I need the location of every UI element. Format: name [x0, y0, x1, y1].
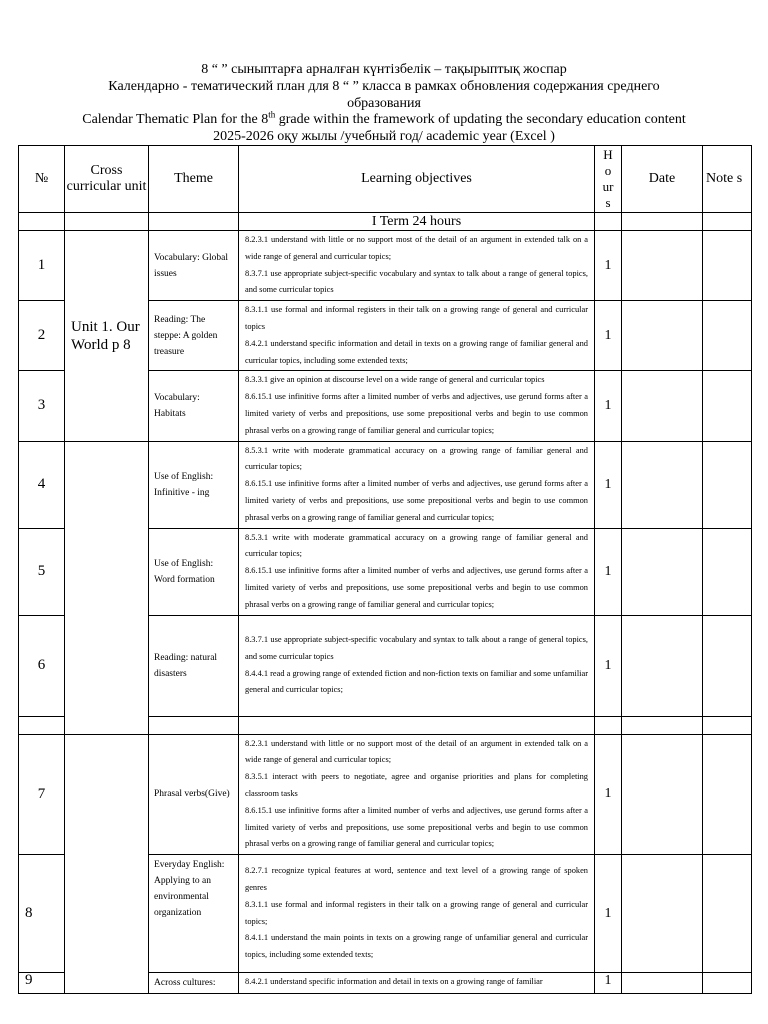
row-number: 6 — [19, 615, 65, 716]
row-theme: Across cultures: — [149, 973, 239, 994]
thematic-plan-table — [18, 145, 752, 994]
plan-title-russian-cont: образования — [347, 96, 421, 111]
plan-title-english-sup: th — [268, 109, 276, 120]
term-label: I Term 24 hours — [239, 213, 595, 231]
row-notes — [703, 371, 752, 441]
cross-curricular-unit: Unit 1. Our World p 8 — [65, 231, 149, 442]
academic-year: 2025-2026 оқу жылы /учебный год/ academic year (Excel ) — [213, 129, 555, 144]
row-number: 2 — [19, 301, 65, 371]
table-row — [19, 231, 752, 301]
row-theme: Reading: natural disasters — [149, 615, 239, 716]
row-theme: Reading: The steppe: A golden treasure — [149, 301, 239, 371]
row-objectives — [239, 855, 595, 973]
objective: 8.6.15.1 use infinitive forms after a limited number of verbs and adjectives, use gerund forms after a limited variety of verbs and prepositions, use some prepositional verbs and begin to use common phrasal verbs on a growing range of familiar general and curricular topics; — [245, 392, 588, 435]
row-date — [622, 371, 703, 441]
row-objectives — [239, 734, 595, 855]
row-notes — [703, 615, 752, 716]
col-cross-curricular-unit: Cross curricular unit — [65, 146, 149, 213]
objective: 8.4.1.1 understand the main points in texts on a growing range of unfamiliar general and curricular topics, including some extended texts; — [245, 933, 588, 960]
row-hours: 1 — [595, 734, 622, 855]
row-date — [622, 231, 703, 301]
row-theme: Use of English: Word formation — [149, 528, 239, 615]
col-date: Date — [622, 146, 703, 213]
objective: 8.2.7.1 recognize typical features at word, sentence and text level of a growing range of spoken genres — [245, 866, 588, 893]
row-hours: 1 — [595, 301, 622, 371]
row-theme: Vocabulary: Global issues — [149, 231, 239, 301]
objective: 8.5.3.1 write with moderate grammatical accuracy on a growing range of familiar general and curricular topics; — [245, 532, 588, 559]
row-date — [622, 855, 703, 973]
plan-title-english-a: Calendar Thematic Plan for the 8 — [82, 112, 269, 127]
row-theme: Phrasal verbs(Give) — [149, 734, 239, 855]
cross-curricular-unit-empty — [65, 734, 149, 994]
row-theme: Everyday English: Applying to an environmental organization — [149, 855, 239, 973]
row-objectives — [239, 371, 595, 441]
row-hours: 1 — [595, 855, 622, 973]
row-number: 5 — [19, 528, 65, 615]
cross-curricular-unit-empty — [65, 441, 149, 734]
row-date — [622, 973, 703, 994]
row-number: 9 — [19, 973, 65, 994]
row-objectives — [239, 973, 595, 994]
objective: 8.6.15.1 use infinitive forms after a limited number of verbs and adjectives, use gerund forms after a limited variety of verbs and prepositions, use some prepositional verbs and begin to use common phrasal verbs on a growing range of familiar general and curricular topics; — [245, 566, 588, 609]
plan-title-english-b: grade within the framework of updating the secondary education content — [275, 112, 686, 127]
row-notes — [703, 528, 752, 615]
row-hours: 1 — [595, 528, 622, 615]
row-hours: 1 — [595, 615, 622, 716]
row-date — [622, 615, 703, 716]
objective: 8.3.7.1 use appropriate subject-specific vocabulary and syntax to talk about a range of general topics, and some curricular topics — [245, 634, 588, 661]
objective: 8.2.3.1 understand with little or no support most of the detail of an argument in extended talk on a wide range of general and curricular topics; — [245, 738, 588, 765]
row-notes — [703, 973, 752, 994]
plan-title-english — [0, 111, 768, 128]
objective: 8.3.1.1 use formal and informal registers in their talk on a growing range of general and curricular topics; — [245, 899, 588, 926]
row-date — [622, 301, 703, 371]
row-number: 1 — [19, 231, 65, 301]
header-row — [19, 146, 752, 213]
objective: 8.3.3.1 give an opinion at discourse level on a wide range of general and curricular topics — [245, 375, 545, 385]
row-date — [622, 441, 703, 528]
plan-title-kazakh: 8 “ ” сыныптарға арналған күнтізбелік – тақырыптық жоспар — [201, 62, 567, 77]
row-notes — [703, 441, 752, 528]
objective: 8.4.2.1 understand specific information and detail in texts on a growing range of familiar general and curricular topics, including some extended texts; — [245, 338, 588, 365]
row-number: 7 — [19, 734, 65, 855]
row-objectives — [239, 615, 595, 716]
objective: 8.4.4.1 read a growing range of extended fiction and non-fiction texts on familiar and some unfamiliar general and curricular topics; — [245, 668, 588, 695]
row-notes — [703, 301, 752, 371]
row-number: 4 — [19, 441, 65, 528]
row-notes — [703, 231, 752, 301]
table-row — [19, 441, 752, 528]
row-hours: 1 — [595, 231, 622, 301]
objective: 8.2.3.1 understand with little or no support most of the detail of an argument in extended talk on a wide range of general and curricular topics; — [245, 235, 588, 261]
row-number: 8 — [19, 855, 65, 973]
objective: 8.3.1.1 use formal and informal registers in their talk on a growing range of general and curricular topics — [245, 305, 588, 331]
col-learning-objectives: Learning objectives — [239, 146, 595, 213]
col-number: № — [19, 146, 65, 213]
row-objectives — [239, 528, 595, 615]
col-hours: H o ur s — [595, 146, 622, 213]
row-objectives — [239, 301, 595, 371]
term-row — [19, 213, 752, 231]
row-notes — [703, 734, 752, 855]
row-notes — [703, 855, 752, 973]
objective: 8.6.15.1 use infinitive forms after a limited number of verbs and adjectives, use gerund forms after a limited variety of verbs and prepositions, use some prepositional verbs and begin to use common phrasal verbs on a growing range of familiar general and curricular topics; — [245, 479, 588, 522]
objective: 8.6.15.1 use infinitive forms after a limited number of verbs and adjectives, use gerund forms after a limited variety of verbs and prepositions, use some prepositional verbs and begin to use common phrasal verbs on a growing range of familiar general and curricular topics; — [245, 805, 588, 849]
objective: 8.5.3.1 write with moderate grammatical accuracy on a growing range of familiar general and curricular topics; — [245, 445, 588, 472]
row-theme: Vocabulary: Habitats — [149, 371, 239, 441]
row-hours: 1 — [595, 441, 622, 528]
table-row — [19, 734, 752, 855]
row-hours: 1 — [595, 371, 622, 441]
col-notes: Note s — [703, 146, 752, 213]
objective: 8.4.2.1 understand specific information and detail in texts on a growing range of familiar — [245, 977, 543, 987]
row-number: 3 — [19, 371, 65, 441]
col-theme: Theme — [149, 146, 239, 213]
row-objectives — [239, 441, 595, 528]
row-hours: 1 — [595, 973, 622, 994]
row-date — [622, 734, 703, 855]
objective: 8.3.5.1 interact with peers to negotiate, agree and organise priorities and plans for completing classroom tasks — [245, 772, 588, 798]
row-objectives — [239, 231, 595, 301]
row-theme: Use of English: Infinitive - ing — [149, 441, 239, 528]
objective: 8.3.7.1 use appropriate subject-specific vocabulary and syntax to talk about a range of general topics, and some curricular topics — [245, 268, 588, 295]
row-date — [622, 528, 703, 615]
plan-title-russian: Календарно - тематический план для 8 “ ” класса в рамках обновления содержания среднего — [108, 79, 660, 94]
